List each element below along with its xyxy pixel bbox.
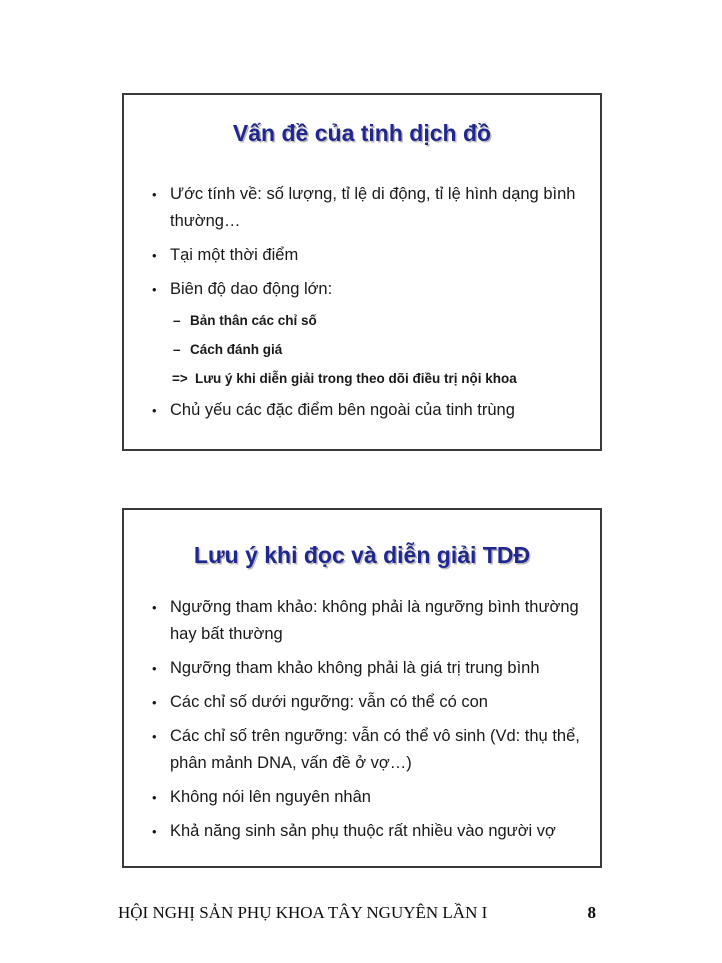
bullet-text: Ngưỡng tham khảo không phải là giá trị trung bình — [170, 658, 540, 677]
bullet-text: Không nói lên nguyên nhân — [170, 787, 371, 806]
sub-bullet-item — [173, 310, 586, 331]
bullet-marker: • — [152, 789, 157, 805]
bullet-text: Các chỉ số trên ngưỡng: vẫn có thể vô sinh (Vd: thụ thể, phân mảnh DNA, vấn đề ở vợ…) — [170, 726, 580, 772]
bullet-text: Khả năng sinh sản phụ thuộc rất nhiều vào người vợ — [170, 821, 556, 840]
bullet-item — [152, 242, 586, 269]
bullet-marker: • — [152, 281, 157, 297]
bullet-item — [152, 723, 586, 777]
bullet-text: Bản thân các chỉ số — [190, 312, 317, 328]
page-number: 8 — [587, 903, 596, 922]
bullet-marker: • — [152, 247, 157, 263]
bullet-item — [152, 655, 586, 682]
dash-marker: – — [173, 341, 181, 357]
bullet-marker: • — [152, 694, 157, 710]
bullet-marker: • — [152, 402, 157, 418]
bullet-text: Các chỉ số dưới ngưỡng: vẫn có thể có con — [170, 692, 488, 711]
footer-conference-title: HỘI NGHỊ SẢN PHỤ KHOA TÂY NGUYÊN LẦN I — [118, 903, 488, 922]
sub-bullet-item — [173, 339, 586, 360]
bullet-marker: • — [152, 823, 157, 839]
bullet-item — [152, 784, 586, 811]
sub-bullet-item — [172, 368, 586, 389]
slide-2-title: Lưu ý khi đọc và diễn giải TDĐ — [193, 542, 531, 568]
bullet-text: Ngưỡng tham khảo: không phải là ngưỡng bình thường hay bất thường — [170, 597, 579, 643]
slide-card-2 — [122, 508, 602, 868]
bullet-text: Lưu ý khi diễn giải trong theo dõi điều trị nội khoa — [195, 370, 517, 386]
slide-1-bullet-list — [124, 181, 600, 424]
bullet-text: Chủ yếu các đặc điểm bên ngoài của tinh trùng — [170, 400, 515, 419]
arrow-marker: => — [172, 370, 188, 386]
bullet-marker: • — [152, 186, 157, 202]
slide-1-title: Vấn đề của tinh dịch đồ — [232, 120, 492, 146]
bullet-text: Cách đánh giá — [190, 341, 283, 357]
bullet-marker: • — [152, 728, 157, 744]
slide-card-1 — [122, 93, 602, 451]
bullet-item — [152, 397, 586, 424]
bullet-item — [152, 689, 586, 716]
bullet-item — [152, 181, 586, 235]
bullet-item — [152, 276, 586, 303]
bullet-item — [152, 594, 586, 648]
bullet-text: Ước tính về: số lượng, tỉ lệ di động, tỉ lệ hình dạng bình thường… — [170, 184, 576, 230]
bullet-item — [152, 818, 586, 845]
bullet-text: Tại một thời điểm — [170, 245, 299, 264]
bullet-marker: • — [152, 660, 157, 676]
page-footer — [118, 903, 598, 923]
bullet-marker: • — [152, 599, 157, 615]
slide-2-bullet-list — [124, 594, 600, 845]
bullet-text: Biên độ dao động lớn: — [170, 279, 333, 298]
dash-marker: – — [173, 312, 181, 328]
